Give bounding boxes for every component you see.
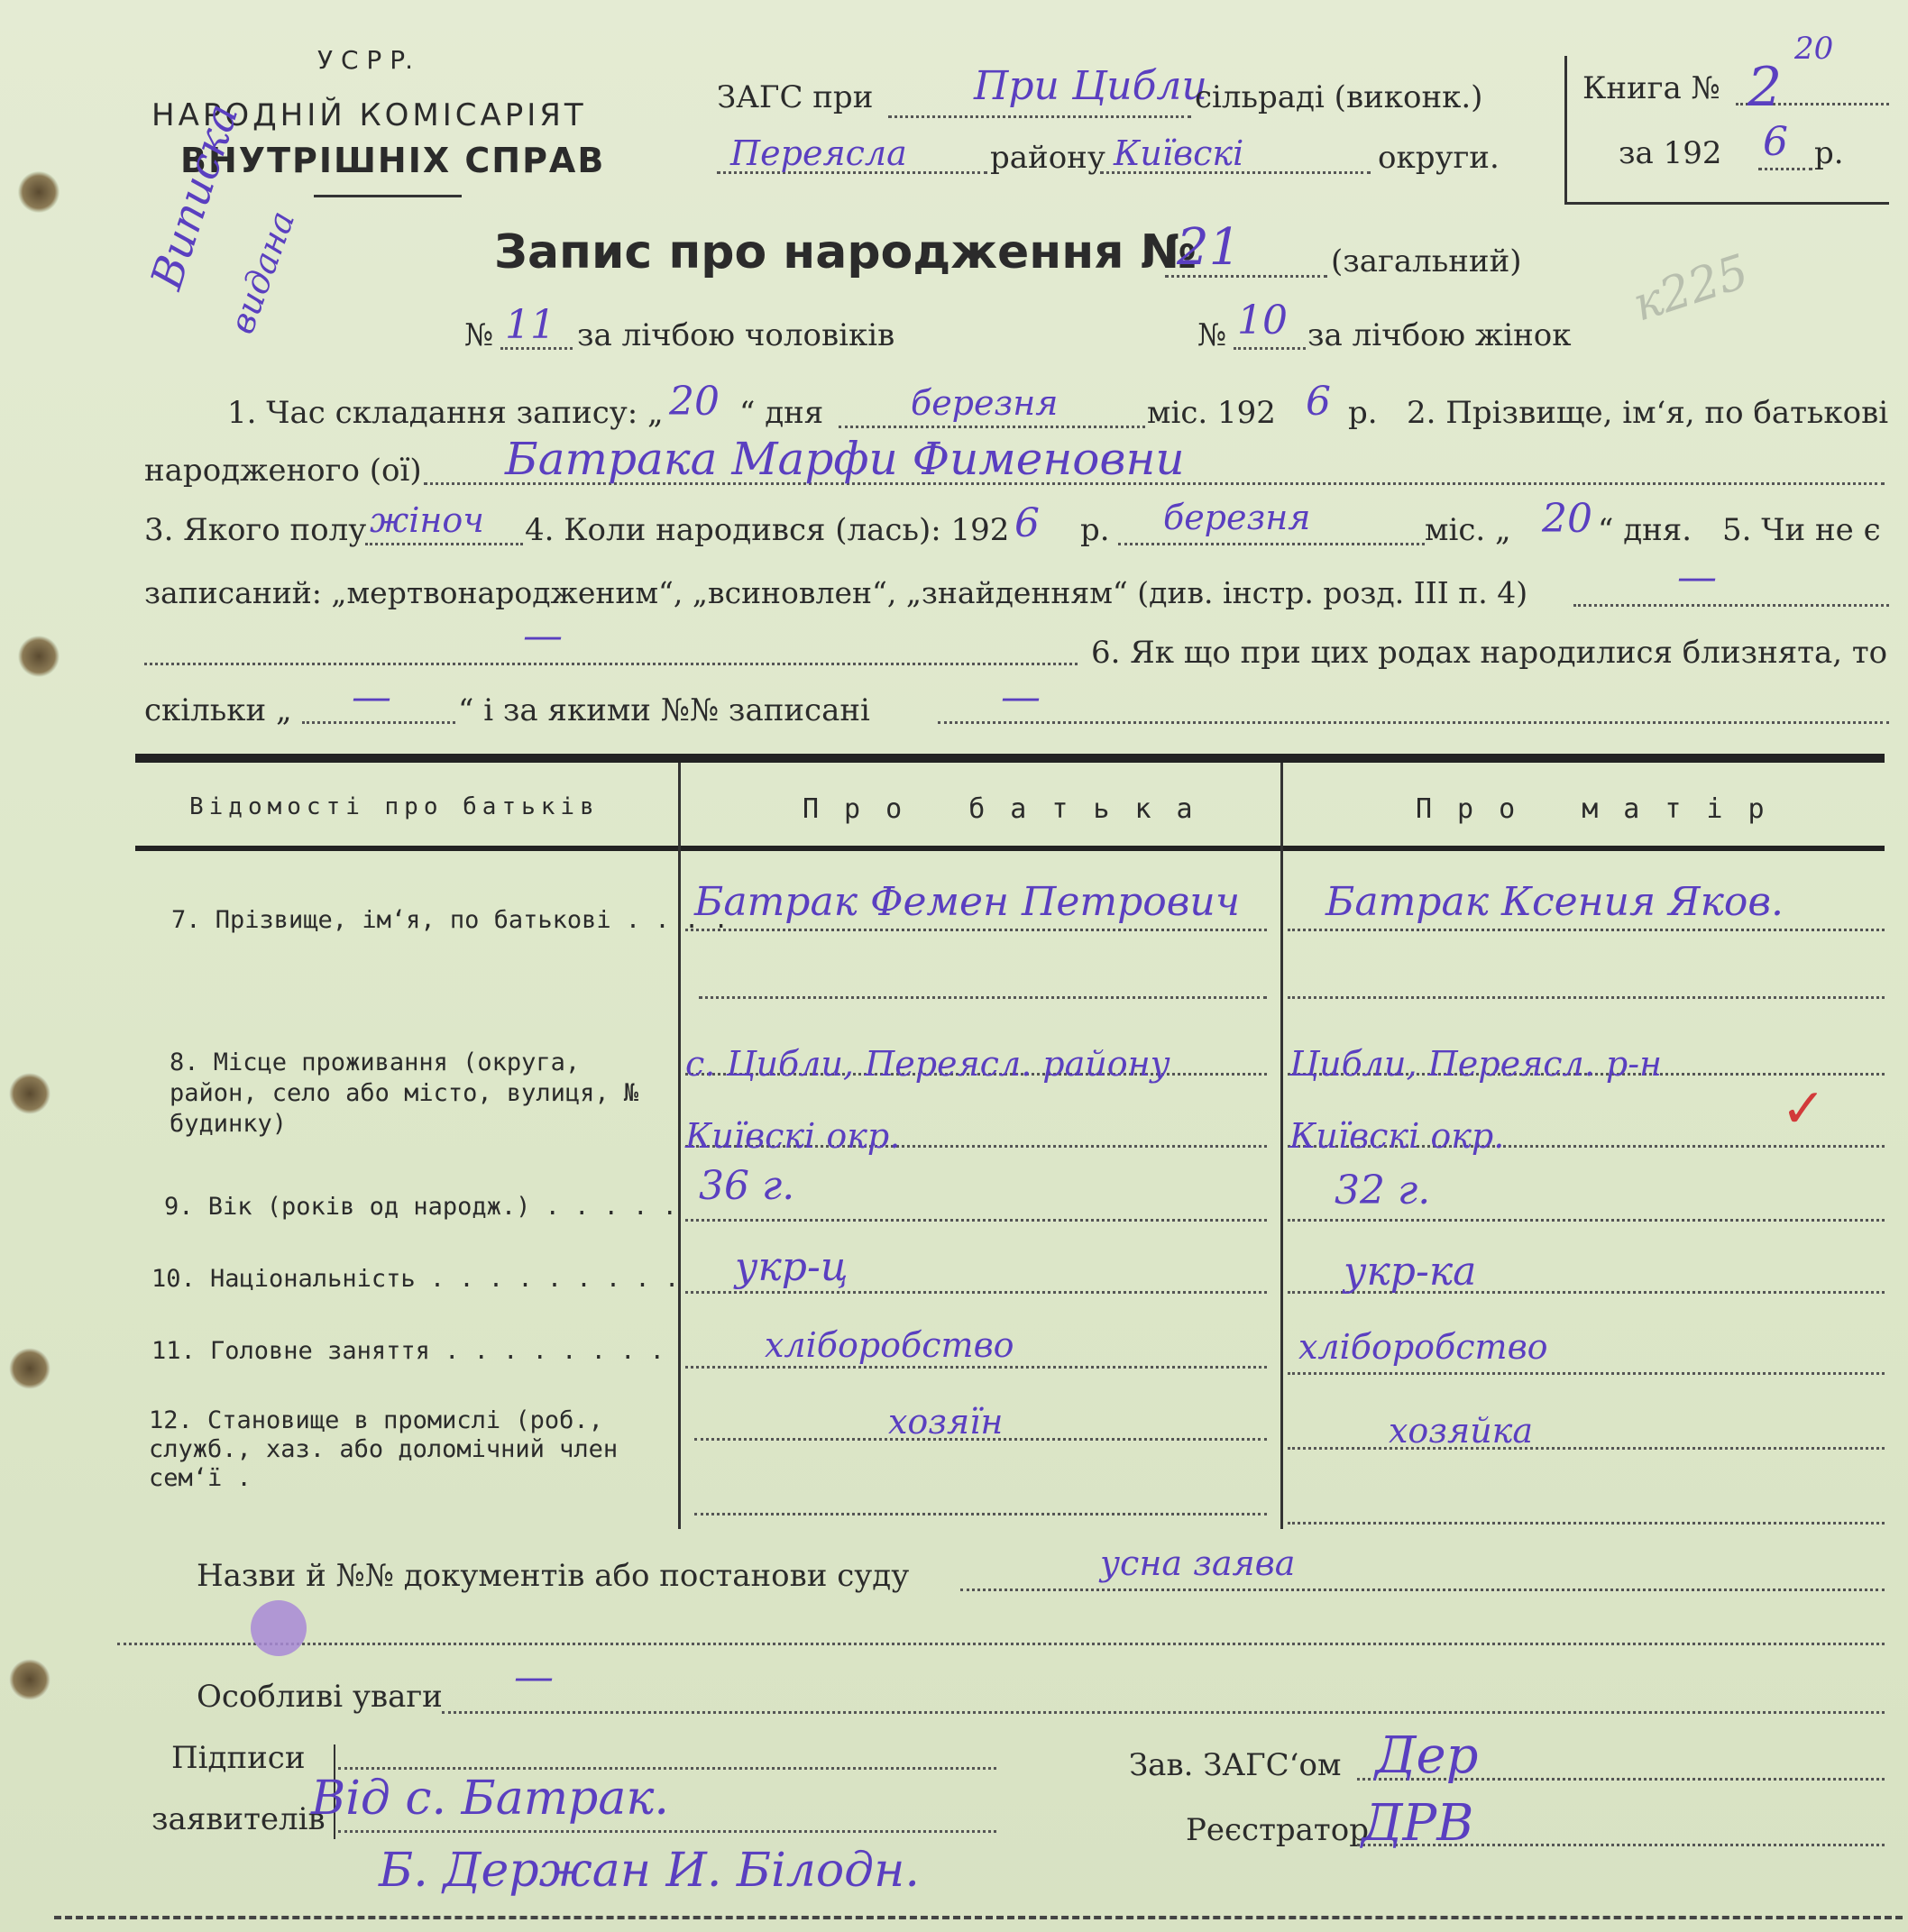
sex-value: жіноч: [370, 500, 484, 540]
field1-year-suffix: р.: [1348, 395, 1378, 431]
registrar-label: Реєстратор: [1186, 1812, 1369, 1848]
mother-name: Батрак Ксения Яков.: [1326, 879, 1784, 925]
newborn-name: Батрака Марфи Фименовни: [505, 433, 1185, 485]
women-count-value: 10: [1237, 298, 1288, 343]
field5-value: —: [1677, 554, 1717, 600]
men-count-label: за лічбою чоловіків: [577, 317, 895, 353]
twins-numbers: —: [1001, 674, 1041, 720]
head-signature: Дер: [1375, 1726, 1479, 1785]
birth-year-suffix: р.: [1080, 512, 1110, 548]
table-header-rule: [135, 846, 1885, 851]
field4-label: 4. Коли народився (лась): 192: [525, 512, 1010, 548]
field1-year-prefix: міс. 192: [1147, 395, 1276, 431]
birth-day-prefix: міс. „: [1425, 512, 1511, 548]
punch-hole: [9, 1073, 50, 1114]
field5-label: 5. Чи не є: [1722, 512, 1881, 548]
punch-hole: [9, 1659, 50, 1700]
field1-label: 1. Час складання запису: „: [227, 395, 664, 431]
father-nationality: укр-ц: [735, 1244, 849, 1290]
documents-label: Назви й №№ документів або постанови суду: [197, 1558, 910, 1594]
col-header-mother: Про матір: [1416, 793, 1790, 825]
commissariat-line2: ВНУТРІШНІХ СПРАВ: [180, 141, 606, 180]
bottom-perforation: [54, 1916, 1903, 1919]
year-suffix: р.: [1814, 135, 1844, 171]
field1-month: березня: [911, 383, 1059, 423]
field6-label-cont: скільки „: [144, 692, 292, 728]
registrar-signature: ДРВ: [1362, 1794, 1474, 1853]
col-header-father: Про батька: [803, 793, 1218, 825]
field6-label-end: “ і за якими №№ записані: [458, 692, 870, 728]
zags-label: ЗАГС при: [717, 79, 874, 115]
father-age: 36 г.: [699, 1163, 795, 1209]
silradi-label: сільраді (виконк.): [1195, 79, 1483, 115]
men-count-value: 11: [505, 302, 555, 348]
book-number: 2: [1747, 56, 1783, 119]
table-top-rule: [135, 754, 1885, 763]
record-number: 21: [1177, 218, 1242, 277]
field2-label: 2. Прізвище, ім‘я, по батькові: [1407, 395, 1889, 431]
field5-value-cont: —: [523, 613, 563, 659]
book-label: Книга №: [1582, 70, 1720, 106]
ussr-label: У С Р Р.: [317, 45, 413, 75]
applicant-signature: Від с. Батрак.: [311, 1772, 669, 1826]
birth-year: 6: [1014, 500, 1040, 546]
twins-count: —: [352, 674, 391, 720]
record-general-label: (загальний): [1331, 243, 1522, 279]
documents-value: усна заява: [1100, 1543, 1296, 1583]
women-count-prefix: №: [1197, 317, 1227, 353]
col-header-parents: Відомості про батьків: [189, 793, 600, 820]
birth-day-suffix: “ дня.: [1598, 512, 1692, 548]
okrug-label: округи.: [1378, 140, 1500, 176]
mother-age: 32 г.: [1335, 1167, 1431, 1213]
record-title: Запис про народження №: [494, 225, 1197, 279]
signatures-label: Підписи: [171, 1740, 306, 1776]
notes-value: —: [514, 1654, 554, 1700]
mother-residence: Цибли, Переясл. р-н Київскі окр.: [1289, 1044, 1663, 1156]
father-status: хозяїн: [888, 1402, 1004, 1442]
punch-hole: [18, 171, 60, 213]
table-row-label: 11. Головне заняття . . . . . . . .: [151, 1337, 665, 1365]
check-mark-icon: ✓: [1781, 1077, 1827, 1140]
year-prefix: за 192: [1619, 135, 1722, 171]
field6-label: 6. Як що при цих родах народилися близнята, то: [1091, 635, 1888, 671]
men-count-prefix: №: [464, 317, 494, 353]
applicants-label: заявителів: [151, 1801, 326, 1837]
mother-occupation: хліборобство: [1298, 1327, 1548, 1367]
status-label: 12. Становище в промислі (роб., служб., хаз. або доломічний член сем‘ї .: [149, 1406, 619, 1492]
father-occupation: хліборобство: [765, 1325, 1014, 1365]
faint-number: к225: [1626, 244, 1756, 333]
table-row-label: [170, 1048, 674, 1140]
commissariat-line1: НАРОДНІЙ КОМІСАРІЯТ: [151, 97, 587, 133]
punch-hole: [9, 1348, 50, 1389]
table-row-label: 9. Вік (років од народж.) . . . . .: [164, 1193, 677, 1221]
women-count-label: за лічбою жінок: [1307, 317, 1572, 353]
field2-label-cont: народженого (ої): [144, 453, 422, 489]
okrug-value: Київскі: [1114, 133, 1244, 173]
father-residence: с. Цибли, Переясл. району Київскі окр.: [685, 1044, 1170, 1156]
birth-day: 20: [1542, 496, 1592, 542]
birth-month: березня: [1163, 498, 1311, 537]
field1-day-suffix: “ дня: [739, 395, 824, 431]
district-value: Переясла: [730, 133, 907, 173]
notes-label: Особливі уваги: [197, 1679, 443, 1715]
father-name: Батрак Фемен Петрович: [694, 879, 1241, 925]
field5-text: записаний: „мертвонародженим“, „всиновлен“, „знайденням“ (див. інстр. розд. III п. 4): [144, 575, 1528, 610]
year-value: 6: [1763, 119, 1788, 165]
table-row-label: 7. Прізвище, ім‘я, по батькові . . . .: [171, 906, 729, 934]
witness-signature: Б. Держан И. Білодн.: [379, 1844, 920, 1898]
district-label: району: [990, 140, 1105, 176]
header-rule: [314, 195, 462, 197]
margin-note-issued: видана: [221, 206, 303, 339]
margin-note-extract: Виписка: [141, 97, 249, 296]
zags-value: При Цибли: [974, 63, 1207, 109]
table-row-label: [149, 1406, 672, 1493]
field1-day: 20: [669, 379, 720, 425]
book-superscript: 20: [1794, 31, 1834, 67]
residence-label: 8. Місце проживання (округа, район, село або місто, вулиця, № будинку): [170, 1048, 639, 1138]
field1-year: 6: [1306, 379, 1331, 425]
punch-hole: [18, 636, 60, 677]
mother-status: хозяйка: [1389, 1411, 1534, 1451]
ink-stamp-blot: [251, 1600, 307, 1656]
head-label: Зав. ЗАГС‘ом: [1129, 1747, 1342, 1783]
field3-label: 3. Якого полу: [144, 512, 367, 548]
mother-nationality: укр-ка: [1344, 1249, 1477, 1295]
table-row-label: 10. Національність . . . . . . . . .: [151, 1265, 680, 1293]
